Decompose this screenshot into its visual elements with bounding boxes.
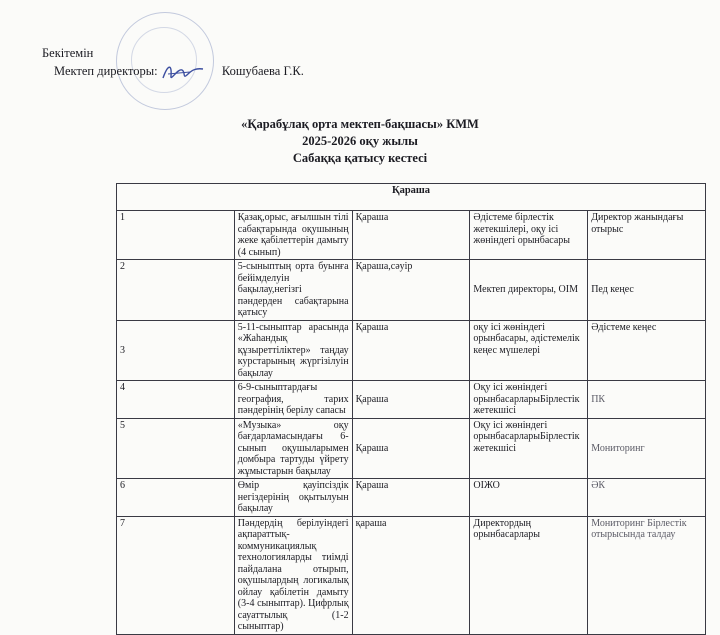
schedule-table: [116, 183, 706, 635]
document-title: [0, 116, 720, 167]
row-number: 7: [117, 516, 235, 634]
row-form: Мониторинг: [588, 418, 706, 479]
table-row: [117, 516, 706, 634]
month-header: Қараша: [117, 184, 706, 211]
row-form: Директор жанындағы отырыс: [588, 211, 706, 260]
table-row: [117, 260, 706, 321]
row-form: Пед кеңес: [588, 260, 706, 321]
row-responsible: Мектеп директоры, ОІМ: [470, 260, 588, 321]
row-number: 1: [117, 211, 235, 260]
approved-label: Бекітемін: [42, 46, 94, 60]
row-task: Пәндердің берілуіндегі ақпараттық-коммуникациялық технологияларды тиімді пайдалана отырып, оқушылардың логикалық ойлау қабілетін дамыту (3-4 сыныптар). Цифрлық сауаттылық (1-2 сыныптар): [234, 516, 352, 634]
row-form: ӘК: [588, 479, 706, 517]
row-responsible: оқу ісі жөніндегі орынбасары, әдістемелік кеңес мүшелері: [470, 320, 588, 381]
row-date: Қараша: [352, 320, 470, 381]
row-date: Қараша,сәуір: [352, 260, 470, 321]
director-label: Мектеп директоры:: [54, 64, 158, 78]
table-row: [117, 381, 706, 419]
title-line-1: «Қарабұлақ орта мектеп-бақшасы» КММ: [241, 117, 479, 131]
approval-block: [42, 44, 304, 80]
row-number: 5: [117, 418, 235, 479]
row-responsible: Оқу ісі жөніндегі орынбасарларыБірлестік жетекшісі: [470, 418, 588, 479]
row-number: 6: [117, 479, 235, 517]
title-line-3: Сабаққа қатысу кестесі: [292, 151, 428, 165]
table-header-row: [117, 184, 706, 211]
director-name: Кошубаева Г.К.: [221, 64, 304, 78]
table-row: [117, 320, 706, 381]
row-date: Қараша: [352, 418, 470, 479]
row-form: Әдістеме кеңес: [588, 320, 706, 381]
table-row: [117, 211, 706, 260]
row-task: Өмір қауіпсіздік негіздерінің оқытылуын бақылау: [234, 479, 352, 517]
row-responsible: ОІЖО: [470, 479, 588, 517]
row-form: Мониторинг Бірлестік отырысында талдау: [588, 516, 706, 634]
table-row: [117, 479, 706, 517]
row-task: 6-9-сыныптардағы география, тарих пәндерінің берілу сапасы: [234, 381, 352, 419]
row-task: Қазақ,орыс, ағылшын тілі сабақтарында оқушының жеке қабілеттерін дамыту (4 сынып): [234, 211, 352, 260]
row-task: «Музыка» оқу бағдарламасындағы 6-сынып оқушыларымен домбыра тартуды үйрету жұмыстарын бақылау: [234, 418, 352, 479]
row-date: Қараша: [352, 381, 470, 419]
row-task: 5-11-сыныптар арасында «Жаһандық құзыреттіліктер» таңдау курстарының жүргізілуін бақылау: [234, 320, 352, 381]
row-responsible: Оқу ісі жөніндегі орынбасарларыБірлестік жетекшісі: [470, 381, 588, 419]
row-task: 5-сыныптың орта буынға бейімделуін бақылау,негізгі пәндерден сабақтарына қатысу: [234, 260, 352, 321]
row-number: 3: [117, 320, 235, 381]
row-date: Қараша: [352, 479, 470, 517]
row-responsible: Әдістеме бірлестік жетекшілері, оқу ісі жөніндегі орынбасары: [470, 211, 588, 260]
row-number: 4: [117, 381, 235, 419]
table-row: [117, 418, 706, 479]
row-responsible: Директордың орынбасарлары: [470, 516, 588, 634]
title-line-2: 2025-2026 оқу жылы: [302, 134, 418, 148]
row-number: 2: [117, 260, 235, 321]
row-date: Қараша: [352, 211, 470, 260]
row-form: ПК: [588, 381, 706, 419]
row-date: қараша: [352, 516, 470, 634]
